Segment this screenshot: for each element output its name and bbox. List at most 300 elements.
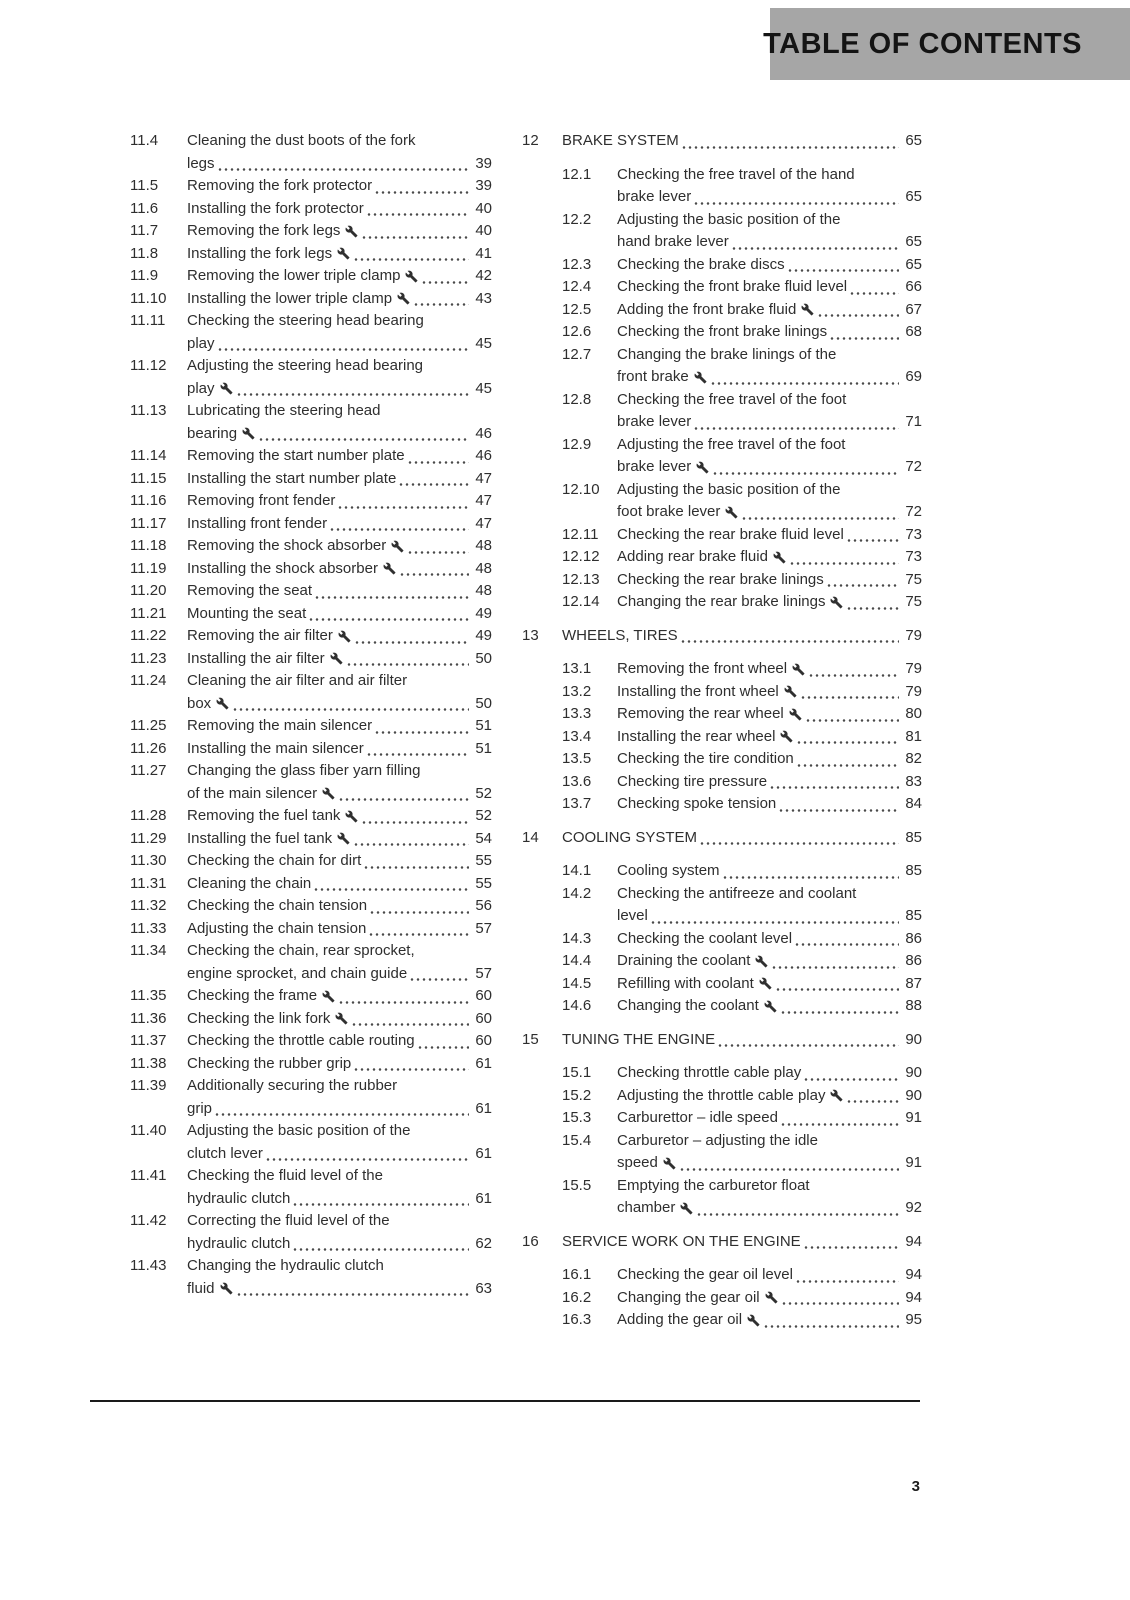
toc-entry-row xyxy=(522,883,922,928)
toc-title-line: Adjusting the free travel of the foot xyxy=(617,435,846,453)
toc-entry-title xyxy=(187,1210,492,1255)
wrench-icon xyxy=(663,1157,676,1170)
toc-entry-title xyxy=(617,1175,922,1220)
toc-entry-title xyxy=(187,1008,492,1031)
toc-entry-title xyxy=(617,1264,922,1287)
toc-entry-title xyxy=(617,344,922,389)
toc-entry-page: 92 xyxy=(905,1199,922,1216)
wrench-icon xyxy=(397,292,410,305)
toc-entry-number: 13 xyxy=(522,626,539,644)
toc-entry-page: 57 xyxy=(475,919,492,937)
toc-entry-row xyxy=(522,1175,922,1220)
toc-entry-page: 42 xyxy=(475,267,492,284)
dotted-leader xyxy=(794,943,899,946)
toc-entry-number: 11.39 xyxy=(130,1077,167,1094)
toc-title-line: Checking the link fork xyxy=(187,1009,331,1027)
dotted-leader xyxy=(681,146,899,149)
toc-entry-number: 11.25 xyxy=(130,717,167,734)
toc-entry-title xyxy=(187,918,492,941)
wrench-icon xyxy=(792,663,805,676)
toc-title-line: Installing the start number plate xyxy=(187,469,397,487)
toc-entry-page: 45 xyxy=(475,334,492,352)
toc-title-line: Cleaning the chain xyxy=(187,874,312,892)
dotted-leader xyxy=(351,1023,469,1026)
dotted-leader xyxy=(217,168,469,171)
toc-title-line: Changing the glass fiber yarn filling xyxy=(187,762,421,779)
toc-title-line: fluid xyxy=(187,1279,215,1297)
toc-entry-title xyxy=(187,1030,492,1053)
toc-entry-number: 14 xyxy=(522,828,539,846)
toc-title-line: Installing the fuel tank xyxy=(187,829,333,847)
toc-entry-page: 81 xyxy=(905,727,922,745)
dotted-leader xyxy=(258,438,469,441)
toc-entry-page: 40 xyxy=(475,199,492,217)
toc-entry-title xyxy=(187,130,492,175)
toc-entry-page: 55 xyxy=(475,852,492,869)
toc-entry-number: 11.12 xyxy=(130,357,167,374)
toc-entry-number: 11.37 xyxy=(130,1032,167,1049)
dotted-leader xyxy=(650,921,899,924)
toc-entry-number: 16.3 xyxy=(562,1311,592,1328)
toc-title-line: Checking the throttle cable routing xyxy=(187,1032,415,1049)
dotted-leader xyxy=(846,539,899,542)
toc-entry-row xyxy=(130,1053,492,1076)
toc-entry-number: 11.17 xyxy=(130,514,167,532)
toc-entry-number: 12.11 xyxy=(562,525,599,543)
toc-entry-title xyxy=(617,1309,922,1332)
toc-title-line: engine sprocket, and chain guide xyxy=(187,964,408,982)
toc-title-line: Cleaning the air filter and air filter xyxy=(187,672,408,689)
dotted-leader xyxy=(292,1203,469,1206)
toc-entry-title xyxy=(617,793,922,816)
wrench-icon xyxy=(780,730,793,743)
toc-entry-page: 79 xyxy=(905,660,922,677)
toc-entry-row xyxy=(130,918,492,941)
toc-entry-title xyxy=(617,860,922,883)
toc-entry-title xyxy=(187,1120,492,1165)
toc-title-line: Cooling system xyxy=(617,862,720,879)
dotted-leader xyxy=(679,1168,899,1171)
wrench-icon xyxy=(345,810,358,823)
toc-entry-row xyxy=(522,928,922,951)
toc-entry-page: 94 xyxy=(905,1232,922,1250)
toc-entry-row xyxy=(130,558,492,581)
toc-entry-title xyxy=(187,400,492,445)
toc-entry-number: 12.3 xyxy=(562,255,592,273)
dotted-leader xyxy=(722,876,899,879)
toc-entry-title xyxy=(187,310,492,355)
toc-title-line: Removing the front wheel xyxy=(617,660,788,677)
dotted-leader xyxy=(236,1293,469,1296)
toc-entry-title xyxy=(617,748,922,771)
toc-entry-number: 11.24 xyxy=(130,672,167,689)
toc-title-line: Additionally securing the rubber xyxy=(187,1077,398,1094)
toc-entry-title xyxy=(617,524,922,547)
dotted-leader xyxy=(803,1078,899,1081)
toc-entry-page: 54 xyxy=(475,829,492,847)
toc-title-line: Refilling with coolant xyxy=(617,974,754,992)
toc-title-line: Removing the shock absorber xyxy=(187,537,387,554)
toc-entry-number: 11.41 xyxy=(130,1167,167,1184)
toc-entry-row xyxy=(522,950,922,973)
toc-entry-row xyxy=(130,310,492,355)
toc-entry-number: 11.38 xyxy=(130,1054,167,1072)
toc-entry-page: 63 xyxy=(475,1279,492,1297)
toc-entry-page: 87 xyxy=(905,974,922,992)
dotted-leader xyxy=(413,303,469,306)
dotted-leader xyxy=(693,202,899,205)
toc-entry-page: 85 xyxy=(905,828,922,846)
toc-entry-number: 11.35 xyxy=(130,987,167,1004)
dotted-leader xyxy=(338,798,469,801)
toc-entry-row xyxy=(522,748,922,771)
dotted-leader xyxy=(353,843,469,846)
toc-entry-title xyxy=(562,1231,922,1254)
toc-entry-row xyxy=(522,1107,922,1130)
toc-entry-row xyxy=(130,985,492,1008)
toc-entry-page: 47 xyxy=(475,492,492,509)
toc-title-line: hydraulic clutch xyxy=(187,1189,291,1207)
toc-title-line: level xyxy=(617,907,648,924)
toc-entry-row xyxy=(522,524,922,547)
dotted-leader xyxy=(787,269,899,272)
toc-entry-row xyxy=(130,738,492,761)
toc-entry-row xyxy=(522,591,922,614)
toc-entry-page: 61 xyxy=(475,1099,492,1117)
dotted-leader xyxy=(803,1246,899,1249)
toc-entry-row xyxy=(522,973,922,996)
toc-title-line: Checking the free travel of the hand xyxy=(617,165,855,183)
toc-entry-title xyxy=(187,513,492,536)
dotted-leader xyxy=(826,584,899,587)
toc-title-line: Checking the rubber grip xyxy=(187,1054,352,1072)
wrench-icon xyxy=(242,427,255,440)
toc-entry-title xyxy=(617,209,922,254)
wrench-icon xyxy=(694,371,707,384)
toc-entry-number: 11.11 xyxy=(130,312,166,329)
toc-entry-row xyxy=(522,164,922,209)
wrench-icon xyxy=(725,506,738,519)
toc-entry-title xyxy=(562,1029,922,1052)
toc-entry-number: 11.16 xyxy=(130,492,167,509)
dotted-leader xyxy=(846,607,899,610)
toc-title-line: Correcting the fluid level of the xyxy=(187,1212,390,1229)
toc-entry-title xyxy=(617,1287,922,1310)
toc-entry-row xyxy=(130,1008,492,1031)
toc-entry-row xyxy=(522,569,922,592)
toc-title-line: Checking the frame xyxy=(187,987,318,1004)
dotted-leader xyxy=(407,461,469,464)
toc-entry-number: 14.5 xyxy=(562,974,592,992)
toc-entry-number: 11.42 xyxy=(130,1212,167,1229)
wrench-icon xyxy=(220,1282,233,1295)
toc-entry-number: 11.30 xyxy=(130,852,167,869)
dotted-leader xyxy=(829,337,899,340)
toc-entry-title xyxy=(187,625,492,648)
dotted-leader xyxy=(717,1044,899,1047)
toc-entry-row xyxy=(522,995,922,1018)
toc-entry-page: 85 xyxy=(905,907,922,924)
toc-entry-title xyxy=(617,299,922,322)
wrench-icon xyxy=(830,1089,843,1102)
toc-title-line: Changing the brake linings of the xyxy=(617,345,837,363)
toc-entry-row xyxy=(130,198,492,221)
toc-entry-page: 51 xyxy=(475,739,492,757)
dotted-leader xyxy=(354,641,469,644)
toc-entry-number: 11.34 xyxy=(130,942,167,959)
toc-entry-title xyxy=(617,434,922,479)
toc-entry-page: 55 xyxy=(475,874,492,892)
toc-entry-number: 11.10 xyxy=(130,289,167,307)
toc-entry-row xyxy=(130,355,492,400)
dotted-leader xyxy=(236,393,469,396)
toc-entry-page: 94 xyxy=(905,1288,922,1306)
toc-entry-number: 11.4 xyxy=(130,132,159,149)
toc-entry-page: 61 xyxy=(475,1054,492,1072)
toc-entry-row xyxy=(130,1030,492,1053)
toc-entry-number: 11.43 xyxy=(130,1257,167,1274)
toc-entry-page: 84 xyxy=(905,795,922,812)
toc-entry-number: 11.29 xyxy=(130,829,167,847)
toc-title-line: Installing the fork legs xyxy=(187,244,333,262)
toc-title-line: foot brake lever xyxy=(617,503,721,520)
dotted-leader xyxy=(313,888,469,891)
toc-title-line: Adjusting the basic position of the xyxy=(617,480,841,498)
toc-entry-row xyxy=(522,209,922,254)
dotted-leader xyxy=(363,866,469,869)
toc-title-line: front brake xyxy=(617,368,689,385)
dotted-leader xyxy=(353,1068,469,1071)
toc-entry-row xyxy=(522,434,922,479)
toc-entry-number: 11.27 xyxy=(130,762,167,779)
toc-entry-page: 73 xyxy=(905,525,922,543)
toc-entry-page: 52 xyxy=(475,784,492,802)
dotted-leader xyxy=(775,988,899,991)
toc-entry-title xyxy=(562,625,922,648)
toc-title-line: Changing the hydraulic clutch xyxy=(187,1257,384,1274)
toc-entry-row xyxy=(130,288,492,311)
toc-entry-row xyxy=(522,546,922,569)
toc-entry-page: 67 xyxy=(905,300,922,318)
dotted-leader xyxy=(214,1113,469,1116)
toc-entry-title xyxy=(617,164,922,209)
toc-entry-page: 73 xyxy=(905,548,922,565)
dotted-leader xyxy=(699,842,899,845)
toc-entry-row xyxy=(522,479,922,524)
wrench-icon xyxy=(216,697,229,710)
toc-entry-title xyxy=(187,558,492,581)
toc-entry-row xyxy=(130,1165,492,1210)
toc-entry-page: 52 xyxy=(475,807,492,824)
wrench-icon xyxy=(830,596,843,609)
toc-entry-page: 83 xyxy=(905,772,922,790)
wrench-icon xyxy=(345,225,358,238)
toc-entry-row xyxy=(130,873,492,896)
toc-entry-page: 65 xyxy=(905,255,922,273)
toc-column-right xyxy=(522,130,922,1332)
dotted-leader xyxy=(361,821,469,824)
page-number: 3 xyxy=(911,1478,920,1495)
toc-entry-number: 12.8 xyxy=(562,390,592,408)
dotted-leader xyxy=(796,741,899,744)
toc-entry-number: 16 xyxy=(522,1232,539,1250)
wrench-icon xyxy=(747,1314,760,1327)
toc-entry-title xyxy=(617,681,922,704)
toc-entry-page: 45 xyxy=(475,379,492,397)
toc-title-line: Checking the rear brake linings xyxy=(617,570,824,588)
toc-entry-row xyxy=(522,299,922,322)
wrench-icon xyxy=(330,652,343,665)
toc-title-line: Cleaning the dust boots of the fork xyxy=(187,132,416,149)
dotted-leader xyxy=(409,978,469,981)
toc-entry-row xyxy=(130,265,492,288)
toc-entry-title xyxy=(187,603,492,626)
toc-entry-number: 15.3 xyxy=(562,1109,592,1126)
toc-entry-page: 46 xyxy=(475,447,492,464)
toc-entry-title xyxy=(617,950,922,973)
toc-entry-number: 12.13 xyxy=(562,570,600,588)
toc-entry-page: 43 xyxy=(475,289,492,307)
toc-entry-title xyxy=(617,254,922,277)
toc-title-line: Mounting the seat xyxy=(187,604,307,622)
toc-title-line: Changing the gear oil xyxy=(617,1288,760,1306)
dotted-leader xyxy=(805,719,899,722)
toc-entry-title xyxy=(562,130,922,153)
toc-entry-number: 11.9 xyxy=(130,267,159,284)
dotted-leader xyxy=(808,674,899,677)
toc-title-line: Checking the chain tension xyxy=(187,897,368,914)
dotted-leader xyxy=(712,472,899,475)
toc-title-line: Removing the start number plate xyxy=(187,447,405,464)
toc-column-left xyxy=(130,130,492,1332)
wrench-icon xyxy=(696,461,709,474)
dotted-leader xyxy=(780,1123,899,1126)
toc-title-line: brake lever xyxy=(617,413,692,430)
toc-entry-title xyxy=(617,995,922,1018)
toc-title-line: Removing the fuel tank xyxy=(187,807,341,824)
toc-title-line: clutch lever xyxy=(187,1144,263,1162)
toc-entry-page: 75 xyxy=(905,593,922,610)
toc-title-line: Installing the lower triple clamp xyxy=(187,289,393,307)
toc-entry-page: 72 xyxy=(905,458,922,475)
dotted-leader xyxy=(366,213,469,216)
toc-title-line: Checking the brake discs xyxy=(617,255,785,273)
toc-entry-row xyxy=(522,254,922,277)
toc-entry-title xyxy=(617,546,922,569)
toc-entry-page: 62 xyxy=(475,1234,492,1252)
toc-entry-row xyxy=(522,681,922,704)
toc-title-line: Draining the coolant xyxy=(617,952,751,969)
dotted-leader xyxy=(741,517,899,520)
toc-title-line: Checking spoke tension xyxy=(617,795,777,812)
dotted-leader xyxy=(292,1248,469,1251)
wrench-icon xyxy=(337,832,350,845)
toc-entry-title xyxy=(187,265,492,288)
toc-title-line: play xyxy=(187,379,215,397)
dotted-leader xyxy=(346,663,469,666)
toc-title-line: Adjusting the basic position of the xyxy=(617,210,841,228)
toc-entry-page: 69 xyxy=(905,368,922,385)
toc-title-line: Installing the rear wheel xyxy=(617,727,776,745)
toc-entry-number: 12.10 xyxy=(562,480,600,498)
toc-entry-page: 39 xyxy=(475,154,492,172)
toc-entry-number: 12.1 xyxy=(562,165,592,183)
toc-entry-row xyxy=(522,860,922,883)
toc-entry-title xyxy=(187,1075,492,1120)
toc-entry-title xyxy=(617,1130,922,1175)
dotted-leader xyxy=(769,786,899,789)
toc-entry-row xyxy=(130,625,492,648)
toc-title-line: bearing xyxy=(187,424,238,442)
toc-entry-page: 39 xyxy=(475,177,492,194)
toc-entry-row xyxy=(522,771,922,794)
toc-entry-page: 60 xyxy=(475,987,492,1004)
toc-entry-row xyxy=(522,703,922,726)
dotted-leader xyxy=(217,348,469,351)
dotted-leader xyxy=(232,708,469,711)
toc-title-line: Checking the fluid level of the xyxy=(187,1167,383,1184)
toc-entry-number: 11.21 xyxy=(130,604,167,622)
toc-entry-row xyxy=(130,828,492,851)
toc-entry-row xyxy=(522,1264,922,1287)
toc-entry-title xyxy=(187,355,492,400)
toc-entry-number: 12.12 xyxy=(562,548,600,565)
toc-title-line: of the main silencer xyxy=(187,784,318,802)
toc-entry-page: 50 xyxy=(475,649,492,667)
table-of-contents xyxy=(130,130,922,1332)
toc-entry-title xyxy=(187,1255,492,1300)
toc-entry-page: 47 xyxy=(475,469,492,487)
toc-title-line: TUNING THE ENGINE xyxy=(562,1030,716,1048)
toc-entry-row xyxy=(522,321,922,344)
toc-entry-row xyxy=(130,1120,492,1165)
toc-entry-number: 14.6 xyxy=(562,997,592,1014)
wrench-icon xyxy=(220,382,233,395)
dotted-leader xyxy=(314,596,469,599)
toc-entry-row xyxy=(522,793,922,816)
toc-entry-page: 51 xyxy=(475,717,492,734)
toc-title-line: COOLING SYSTEM xyxy=(562,828,698,846)
dotted-leader xyxy=(710,382,899,385)
toc-entry-title xyxy=(187,468,492,491)
toc-entry-number: 11.5 xyxy=(130,177,159,194)
toc-entry-number: 14.4 xyxy=(562,952,592,969)
toc-entry-title xyxy=(187,895,492,918)
toc-entry-title xyxy=(187,243,492,266)
toc-entry-title xyxy=(187,198,492,221)
toc-entry-row xyxy=(130,400,492,445)
toc-entry-title xyxy=(617,883,922,928)
toc-entry-title xyxy=(617,569,922,592)
toc-title-line: Removing the main silencer xyxy=(187,717,373,734)
toc-title-line: BRAKE SYSTEM xyxy=(562,132,679,149)
toc-entry-number: 16.1 xyxy=(562,1266,592,1283)
toc-title-line: Checking the gear oil level xyxy=(617,1266,793,1283)
toc-title-line: Checking throttle cable play xyxy=(617,1064,802,1081)
dotted-leader xyxy=(417,1046,469,1049)
toc-title-line: Checking the free travel of the foot xyxy=(617,390,847,408)
toc-entry-number: 12.5 xyxy=(562,300,592,318)
toc-title-line: Emptying the carburetor float xyxy=(617,1176,810,1194)
toc-title-line: hand brake lever xyxy=(617,233,729,250)
toc-entry-page: 61 xyxy=(475,1189,492,1207)
toc-entry-number: 11.8 xyxy=(130,244,159,262)
page-header-band xyxy=(763,8,1130,80)
dotted-leader xyxy=(800,696,899,699)
toc-entry-page: 86 xyxy=(905,929,922,947)
toc-entry-number: 15.1 xyxy=(562,1064,592,1081)
toc-entry-page: 60 xyxy=(475,1032,492,1049)
